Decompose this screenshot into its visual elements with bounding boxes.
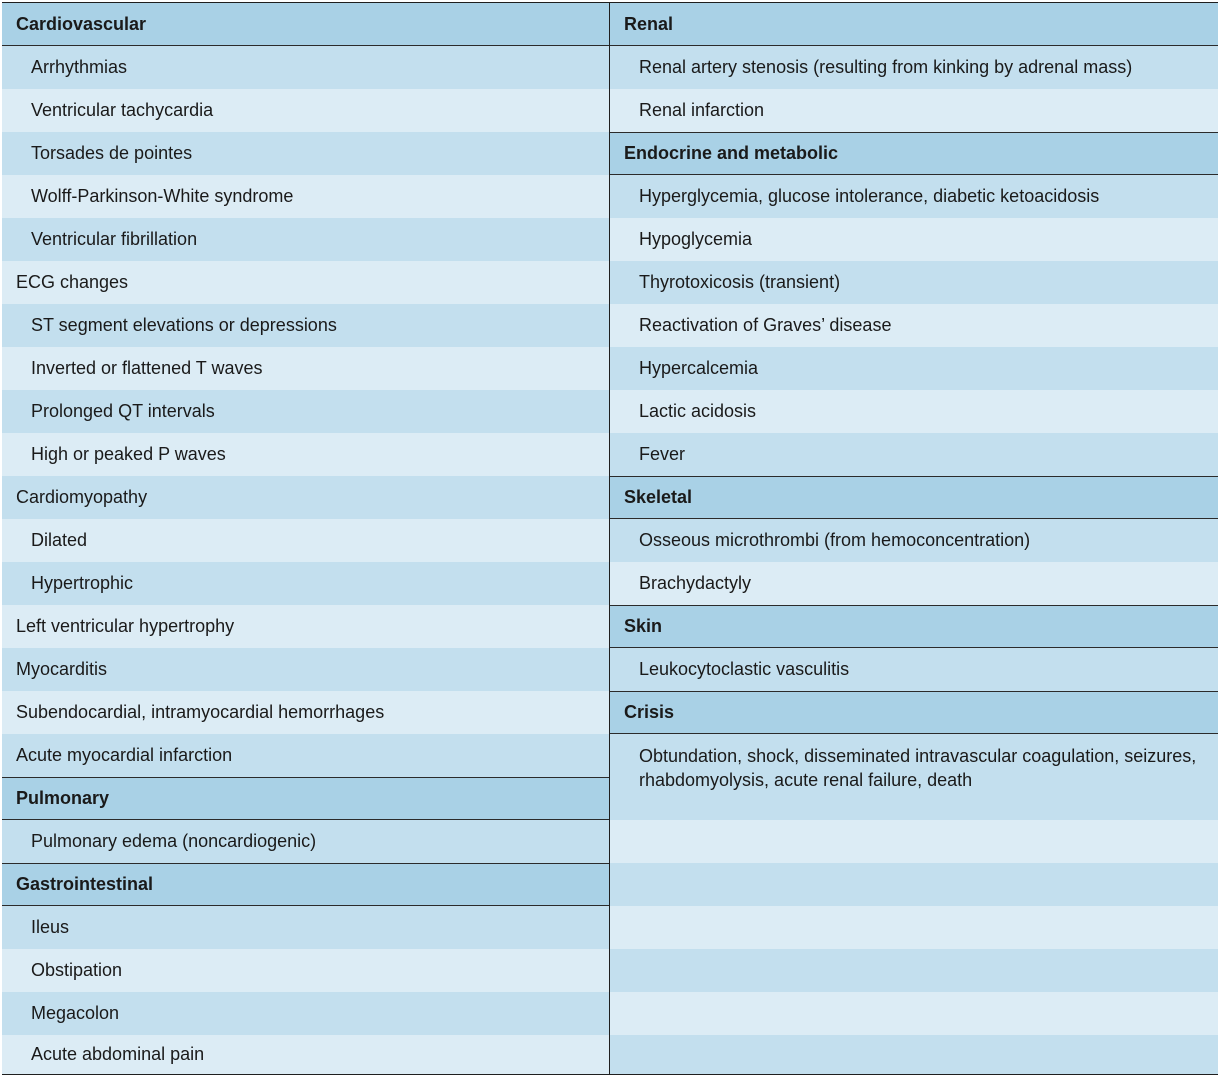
table-row-sub-fever: Fever <box>610 433 1218 476</box>
left-column <box>2 3 610 1074</box>
section-header-endocrine-and-metabolic: Endocrine and metabolic <box>610 132 1218 175</box>
empty-row <box>610 863 1218 906</box>
table-row-sub-brachydactyly: Brachydactyly <box>610 562 1218 605</box>
section-header-cardiovascular: Cardiovascular <box>2 3 609 46</box>
table-row-item-acute-myocardial-infarction: Acute myocardial infarction <box>2 734 609 777</box>
table-row-sub-pulmonary-edema-noncardiogenic: Pulmonary edema (noncardiogenic) <box>2 820 609 863</box>
table-row-item-subendocardial-intramyocardial-hemorrhag: Subendocardial, intramyocardial hemorrhages <box>2 691 609 734</box>
table-row-sub-obtundation-shock-disseminated-intravasc: Obtundation, shock, disseminated intravascular coagulation, seizures, rhabdomyolysis, acute renal failure, death <box>610 734 1218 820</box>
table-row-sub-torsades-de-pointes: Torsades de pointes <box>2 132 609 175</box>
empty-row <box>610 906 1218 949</box>
table-row-sub-wolff-parkinson-white-syndrome: Wolff-Parkinson-White syndrome <box>2 175 609 218</box>
table-row-sub-leukocytoclastic-vasculitis: Leukocytoclastic vasculitis <box>610 648 1218 691</box>
table-row-sub-prolonged-qt-intervals: Prolonged QT intervals <box>2 390 609 433</box>
table-row-sub-renal-infarction: Renal infarction <box>610 89 1218 132</box>
table-row-sub-reactivation-of-graves-disease: Reactivation of Graves’ disease <box>610 304 1218 347</box>
table-row-sub-hypoglycemia: Hypoglycemia <box>610 218 1218 261</box>
table-row-sub-megacolon: Megacolon <box>2 992 609 1035</box>
table-row-sub-arrhythmias: Arrhythmias <box>2 46 609 89</box>
table-row-sub-ventricular-fibrillation: Ventricular fibrillation <box>2 218 609 261</box>
table-row-sub-st-segment-elevations-or-depressions: ST segment elevations or depressions <box>2 304 609 347</box>
table-row-sub-renal-artery-stenosis-resulting-from-kin: Renal artery stenosis (resulting from kinking by adrenal mass) <box>610 46 1218 89</box>
table-row-sub-obstipation: Obstipation <box>2 949 609 992</box>
empty-row <box>610 1035 1218 1074</box>
table-row-sub-hyperglycemia-glucose-intolerance-diabet: Hyperglycemia, glucose intolerance, diabetic ketoacidosis <box>610 175 1218 218</box>
table-row-sub-acute-abdominal-pain: Acute abdominal pain <box>2 1035 609 1074</box>
table-row-sub-osseous-microthrombi-from-hemoconcentrat: Osseous microthrombi (from hemoconcentration) <box>610 519 1218 562</box>
table-row-sub-inverted-or-flattened-t-waves: Inverted or flattened T waves <box>2 347 609 390</box>
table-row-sub-lactic-acidosis: Lactic acidosis <box>610 390 1218 433</box>
section-header-skin: Skin <box>610 605 1218 648</box>
empty-row <box>610 949 1218 992</box>
table-row-item-left-ventricular-hypertrophy: Left ventricular hypertrophy <box>2 605 609 648</box>
complications-table <box>2 2 1218 1075</box>
table-row-item-ecg-changes: ECG changes <box>2 261 609 304</box>
table-row-sub-ventricular-tachycardia: Ventricular tachycardia <box>2 89 609 132</box>
table-row-sub-high-or-peaked-p-waves: High or peaked P waves <box>2 433 609 476</box>
section-header-pulmonary: Pulmonary <box>2 777 609 820</box>
table-row-sub-ileus: Ileus <box>2 906 609 949</box>
table-row-sub-dilated: Dilated <box>2 519 609 562</box>
table-row-item-myocarditis: Myocarditis <box>2 648 609 691</box>
right-column <box>610 3 1218 1074</box>
empty-row <box>610 992 1218 1035</box>
table-row-sub-thyrotoxicosis-transient: Thyrotoxicosis (transient) <box>610 261 1218 304</box>
table-row-sub-hypercalcemia: Hypercalcemia <box>610 347 1218 390</box>
section-header-gastrointestinal: Gastrointestinal <box>2 863 609 906</box>
empty-row <box>610 820 1218 863</box>
section-header-crisis: Crisis <box>610 691 1218 734</box>
section-header-renal: Renal <box>610 3 1218 46</box>
table-row-item-cardiomyopathy: Cardiomyopathy <box>2 476 609 519</box>
table-row-sub-hypertrophic: Hypertrophic <box>2 562 609 605</box>
section-header-skeletal: Skeletal <box>610 476 1218 519</box>
